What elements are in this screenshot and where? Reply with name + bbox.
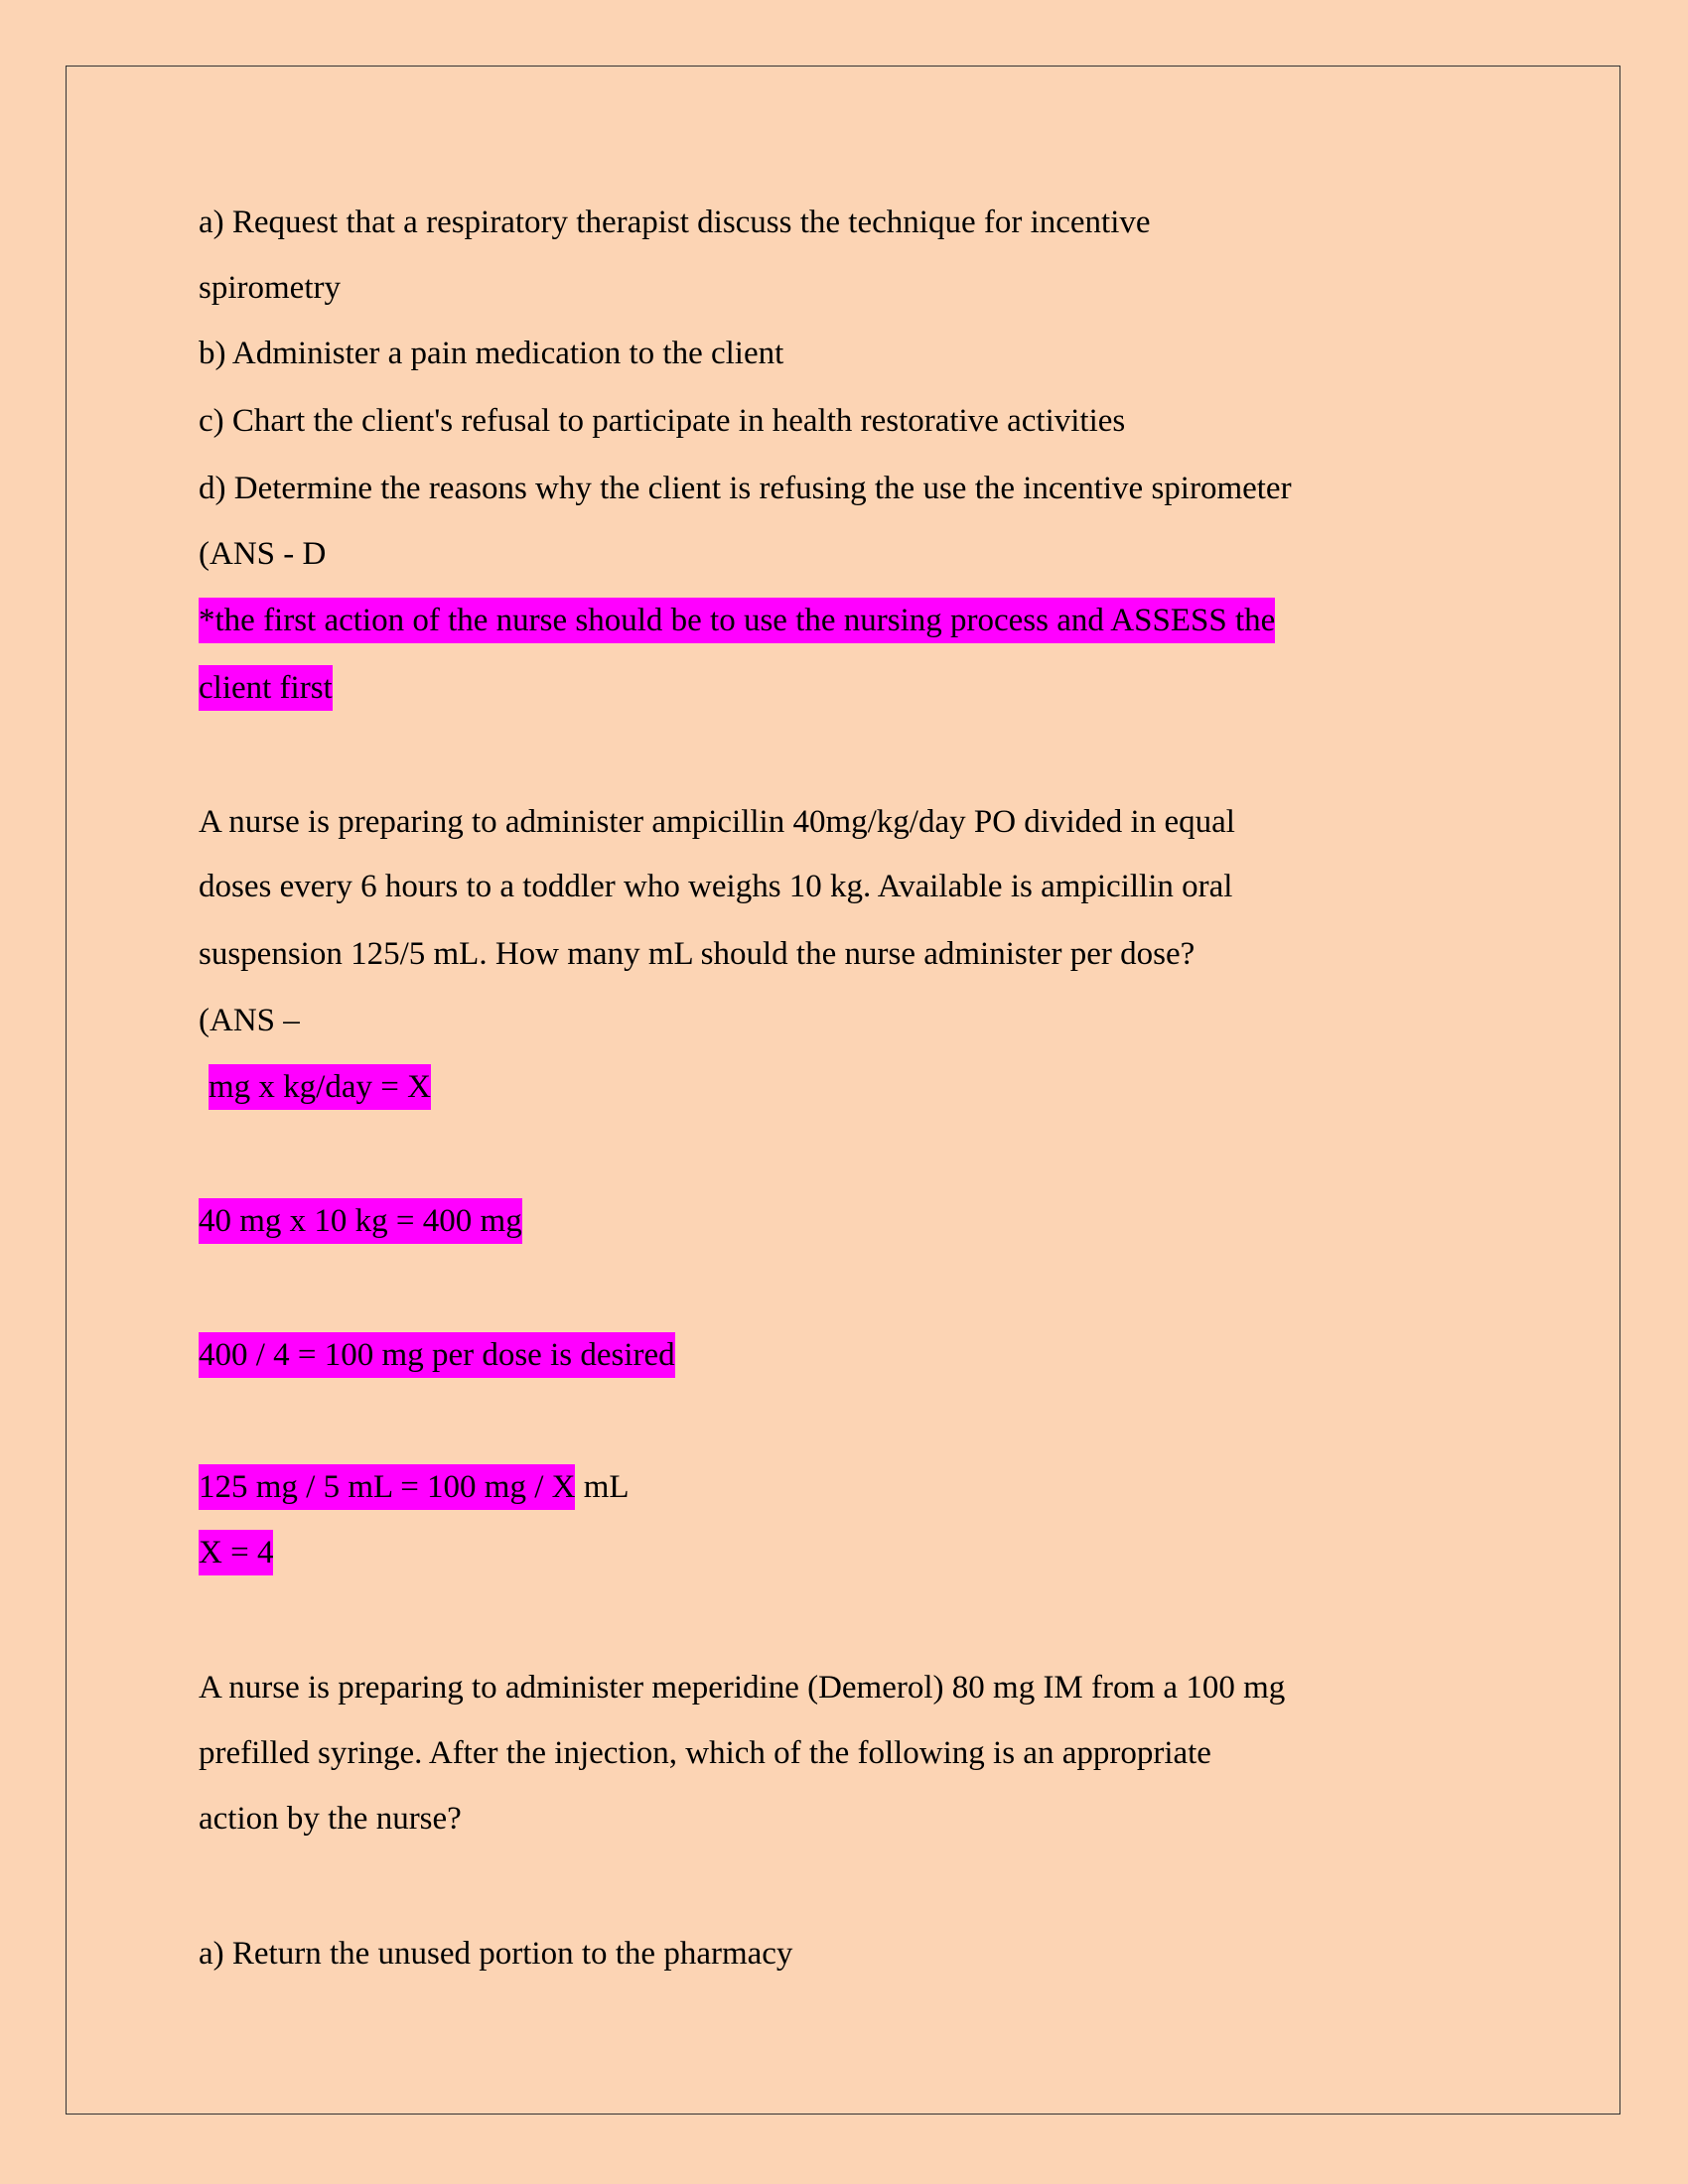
q2-step4-rest: mL [575, 1469, 630, 1505]
q3-stem-line3: action by the nurse? [199, 1801, 462, 1837]
q2-step1: mg x kg/day = X [209, 1064, 431, 1110]
q2-step5: X = 4 [199, 1530, 273, 1575]
q2-step2: 40 mg x 10 kg = 400 mg [199, 1198, 522, 1244]
q2-step3: 400 / 4 = 100 mg per dose is desired [199, 1332, 675, 1378]
q1-rationale-line2: client first [199, 665, 333, 711]
q2-stem-line1: A nurse is preparing to administer ampicillin 40mg/kg/day PO divided in equal [199, 804, 1235, 840]
q1-rationale-line1: *the first action of the nurse should be to use the nursing process and ASSESS the [199, 598, 1275, 643]
q1-answer: (ANS - D [199, 536, 327, 572]
q2-stem-line2: doses every 6 hours to a toddler who weighs 10 kg. Available is ampicillin oral [199, 869, 1233, 904]
q3-stem-line2: prefilled syringe. After the injection, which of the following is an appropriate [199, 1735, 1211, 1771]
q1-option-a-line1: a) Request that a respiratory therapist discuss the technique for incentive [199, 205, 1151, 240]
q2-step4-highlight: 125 mg / 5 mL = 100 mg / X [199, 1464, 575, 1510]
q2-answer: (ANS – [199, 1003, 300, 1038]
q1-option-d: d) Determine the reasons why the client is refusing the use the incentive spirometer [199, 471, 1292, 506]
q3-option-a: a) Return the unused portion to the pharmacy [199, 1936, 793, 1972]
q3-stem-line1: A nurse is preparing to administer meperidine (Demerol) 80 mg IM from a 100 mg [199, 1670, 1286, 1706]
q2-stem-line3: suspension 125/5 mL. How many mL should the nurse administer per dose? [199, 936, 1196, 972]
q1-option-a-line2: spirometry [199, 270, 341, 306]
q1-option-c: c) Chart the client's refusal to participate in health restorative activities [199, 403, 1126, 439]
q1-option-b: b) Administer a pain medication to the client [199, 336, 784, 371]
